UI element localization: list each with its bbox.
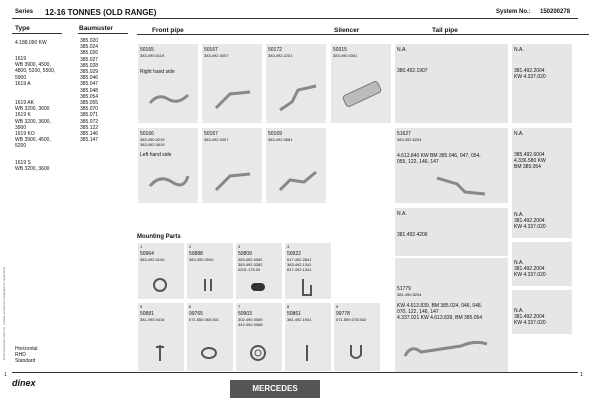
part-ref: 381.492.2004: [514, 314, 545, 320]
tail-pipe-cell-right-2[interactable]: [512, 128, 572, 203]
front-pipe-icon: [276, 166, 320, 196]
part-ref: 383.490.0301: [333, 53, 358, 58]
part-ref: 381.492.2004: [514, 218, 545, 224]
kw-line: KW 4.337.020: [514, 224, 546, 230]
part-no: 50169: [268, 131, 282, 137]
page-right: 1: [580, 372, 583, 378]
fitment-3: 4.337.021 KW 4.613.839, BM 385.054: [397, 315, 483, 321]
tail-pipe-cell-2[interactable]: [395, 128, 508, 203]
engine-1: 4.188.090 KW: [15, 40, 47, 46]
part-no: 50861: [287, 311, 301, 317]
idx: 4: [287, 244, 290, 249]
legend-standard: Standard: [15, 358, 36, 365]
part-no: 50172: [268, 47, 282, 53]
silencer-icon: [339, 74, 385, 114]
side-notice: [2, 20, 8, 370]
part-ref: 302.490.0069: [238, 317, 263, 322]
front-pipe-icon: [276, 82, 320, 116]
page-left: 1: [4, 372, 7, 378]
part-ref: 383.490.0040: [189, 257, 214, 262]
header-rule: [12, 18, 578, 19]
fitment-1: KW 4.613.839, BM 385.024, 046, 048,: [397, 303, 483, 309]
kw-line: KW 4.337.020: [514, 320, 546, 326]
mounting-parts-title: Mounting Parts: [137, 234, 181, 240]
tail-pipe-cell-right-1[interactable]: [512, 44, 572, 123]
part-ref: 617.492.1341: [287, 267, 312, 272]
front-pipe-cell-1[interactable]: [138, 44, 198, 123]
kw-line: KW 4.337.020: [514, 272, 546, 278]
part-ref: 617.492.2841: [287, 257, 312, 262]
fitment-1: 4.613.840 KW BM 385.046, 047, 054,: [397, 153, 481, 159]
col-type: Type: [15, 25, 30, 32]
part-ref: 383.492.0619: [140, 142, 165, 147]
part-ref: 383.492.0082: [238, 257, 263, 262]
bracket-icon: [199, 275, 219, 295]
part-no: 50964: [140, 251, 154, 257]
col-front-pipe: Front pipe: [152, 27, 184, 34]
part-no: 50167: [204, 47, 218, 53]
nut-icon: [299, 343, 315, 363]
mounting-part-9[interactable]: [334, 303, 380, 371]
front-pipe-icon: [212, 166, 254, 196]
rubber-mount-icon: [248, 279, 268, 295]
diagram-rule: [137, 34, 589, 35]
series-label: Series: [15, 9, 34, 15]
type-list-1: 1619 WB 3900, 4500, 4800, 5200, 5500, 5900 1619 A: [15, 56, 56, 87]
tail-pipe-cell-3[interactable]: [395, 208, 508, 256]
idx: 8: [287, 304, 290, 309]
part-ref: 381.492.4206: [397, 232, 428, 238]
footer-rule: [12, 372, 578, 373]
baumuster-rule: [78, 33, 128, 34]
part-ref: 381.490.5204: [397, 292, 422, 297]
front-pipe-cell-6[interactable]: [266, 128, 326, 203]
idx: 6: [189, 304, 192, 309]
fitment-2: 070, 122, 146, 147: [397, 309, 439, 315]
na-label: N.A.: [514, 260, 524, 266]
left-hand-note: Left hand side: [140, 152, 172, 158]
tail-pipe-icon: [433, 172, 489, 198]
part-ref: 381.492.2004: [514, 266, 545, 272]
part-ref: 381.492.1941: [287, 317, 312, 322]
legend-horizontal: Horizontal: [15, 346, 38, 352]
front-pipe-icon: [148, 89, 190, 111]
part-ref: 383.490.0119: [140, 53, 165, 58]
legend-rhd: RHD: [15, 352, 26, 359]
part-ref: 383.492.0007: [204, 53, 229, 58]
front-pipe-cell-2[interactable]: [202, 44, 262, 123]
part-ref: 0201.175.00: [238, 267, 261, 272]
u-bolt-icon: [346, 343, 366, 363]
part-ref: 071.559.078.502: [336, 317, 367, 322]
part-ref: 383.492.0681: [268, 137, 293, 142]
part-ref: 071.550.065.501: [189, 317, 220, 322]
part-no: 50888: [189, 251, 203, 257]
part-ref: 383.492.2201: [268, 53, 293, 58]
idx: 1: [140, 244, 143, 249]
idx: 7: [238, 304, 241, 309]
type-list-2: 1619 AK WB 3200, 3600 1619 K WB 3200, 3600, 3900 1619 KO WB 3900, 4500, 5200: [15, 100, 51, 150]
part-ref: 381.492.2004: [514, 68, 545, 74]
mounting-part-8[interactable]: [285, 303, 331, 371]
na-label: N.A.: [397, 47, 407, 53]
part-no: 50922: [287, 251, 301, 257]
part-no: 50881: [140, 311, 154, 317]
na-label: N.A.: [514, 212, 524, 218]
part-ref: 383.492.1341: [287, 262, 312, 267]
na-label: N.A.: [514, 47, 524, 53]
idx: 3: [238, 244, 241, 249]
tail-pipe-cell-right-4[interactable]: [512, 242, 572, 286]
part-no: 99765: [189, 311, 203, 317]
part-no: 99778: [336, 311, 350, 317]
tail-pipe-cell-4[interactable]: [395, 258, 508, 372]
col-tail-pipe: Tail pipe: [432, 27, 458, 34]
right-hand-note: Right hand side: [140, 69, 175, 75]
legend: [15, 346, 38, 365]
part-ref: 383.492.0007: [204, 137, 229, 142]
kw-line: KW 4.337.020: [514, 74, 546, 80]
mounting-part-6[interactable]: [187, 303, 233, 371]
part-no: 50315: [333, 47, 347, 53]
idx: 2: [189, 244, 192, 249]
part-no: 50165: [140, 47, 154, 53]
part-no: 51779: [397, 286, 411, 292]
mounting-part-1[interactable]: [138, 243, 184, 299]
system-no-label: System No.:: [496, 9, 531, 15]
mounting-part-7[interactable]: [236, 303, 282, 371]
part-ref: 442.492.0068: [238, 322, 263, 327]
idx: 5: [140, 304, 143, 309]
part-no: 50166: [140, 131, 154, 137]
part-ref: 383.492.0140: [140, 257, 165, 262]
system-no: 150200278: [540, 9, 571, 15]
type-list-3: 1619 S WB 3200, 3600: [15, 160, 50, 173]
silencer-cell[interactable]: [331, 44, 391, 123]
idx: 9: [336, 304, 339, 309]
mounting-part-3[interactable]: [236, 243, 282, 299]
fitment-2: 055, 122, 146, 147: [397, 159, 439, 165]
na-label: N.A.: [514, 308, 524, 314]
front-pipe-cell-3[interactable]: [266, 44, 326, 123]
fitment-bm: BM 385.054: [514, 164, 541, 170]
na-label: N.A.: [514, 131, 524, 137]
part-ref: 383.492.6204: [397, 137, 422, 142]
side-notice-text: Dinex Exhausts (UK) Ltd · please consult our catalogue for application: [2, 266, 6, 360]
tail-pipe-icon: [401, 334, 491, 364]
col-silencer: Silencer: [334, 27, 360, 34]
front-pipe-cell-4[interactable]: [138, 128, 198, 203]
clamp-icon: [150, 275, 170, 295]
part-no: 51627: [397, 131, 411, 137]
front-pipe-cell-5[interactable]: [202, 128, 262, 203]
mounting-part-5[interactable]: [138, 303, 184, 371]
hanger-icon: [297, 277, 317, 297]
part-no: 50809: [238, 251, 252, 257]
bolt-icon: [152, 343, 168, 363]
gasket-icon: [248, 343, 268, 363]
brand-logo: dinex: [12, 378, 36, 388]
front-pipe-icon: [148, 170, 190, 192]
part-no: 50167: [204, 131, 218, 137]
mounting-part-2[interactable]: [187, 243, 233, 299]
band-clamp-icon: [199, 343, 219, 363]
part-no: 50903: [238, 311, 252, 317]
tail-pipe-cell-1[interactable]: [395, 44, 508, 123]
make-banner: MERCEDES: [230, 380, 320, 398]
part-ref: 381.490.0416: [140, 317, 165, 322]
tail-pipe-cell-right-5[interactable]: [512, 290, 572, 334]
part-ref: 380.492.1907: [397, 68, 428, 74]
baumuster-list: 385.020 385.024 385.026 385.027 385.028 385.029 385.046 385.047 385.048 385.054 385.055 385.070 385.071 385.072 385.122 385.146 385.147: [80, 38, 99, 144]
tail-pipe-cell-right-3[interactable]: [512, 194, 572, 238]
part-ref: 383.490.0219: [140, 137, 165, 142]
series-title: 12-16 TONNES (OLD RANGE): [45, 8, 157, 17]
na-label: N.A.: [397, 211, 407, 217]
front-pipe-icon: [212, 84, 254, 114]
part-ref: 385.492.6004: [514, 152, 545, 158]
mounting-part-4[interactable]: [285, 243, 331, 299]
fitment: 4.336.580 KW: [514, 158, 546, 164]
col-baumuster: Baumuster: [79, 25, 113, 32]
part-ref: 383.492.0382: [238, 262, 263, 267]
type-rule: [12, 33, 62, 34]
